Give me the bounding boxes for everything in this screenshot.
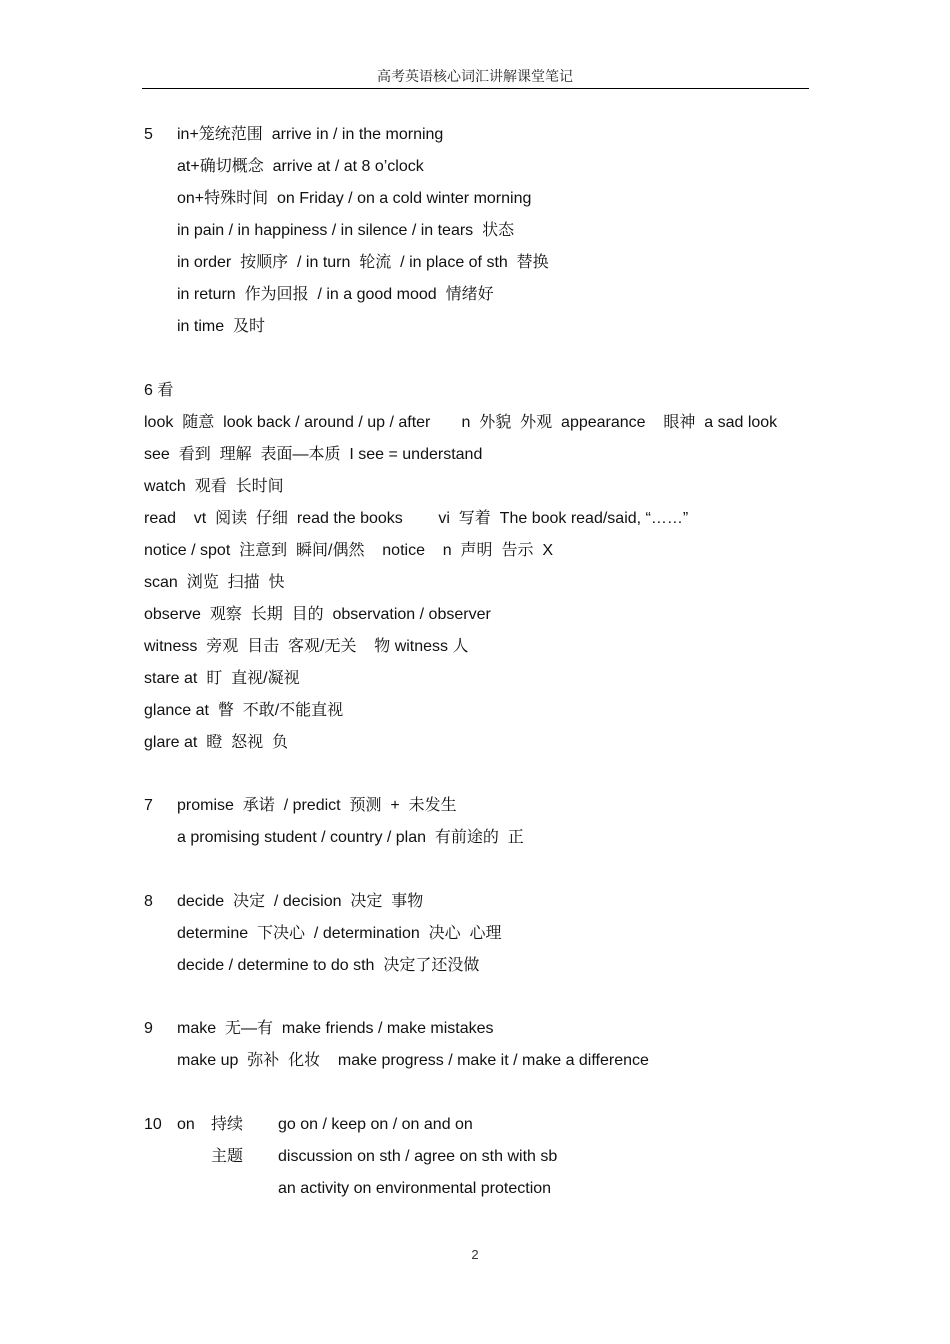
- note-line: go on / keep on / on and on: [278, 1116, 473, 1133]
- note-line: notice / spot 注意到 瞬间/偶然 notice n 声明 告示 X: [144, 542, 554, 559]
- note-line: at+确切概念 arrive at / at 8 o’clock: [177, 158, 424, 175]
- headword: on: [177, 1116, 195, 1133]
- note-line: make 无—有 make friends / make mistakes: [177, 1020, 494, 1037]
- note-line: in+笼统范围 arrive in / in the morning: [177, 126, 444, 143]
- section-number: 9: [144, 1020, 153, 1037]
- sense-label: 主题: [211, 1148, 244, 1165]
- note-line: in order 按顺序 / in turn 轮流 / in place of sth 替换: [177, 254, 549, 271]
- section-number: 8: [144, 893, 153, 910]
- note-line: observe 观察 长期 目的 observation / observer: [144, 606, 491, 623]
- note-line: glare at 瞪 怒视 负: [144, 734, 289, 751]
- note-line: in pain / in happiness / in silence / in tears 状态: [177, 222, 515, 239]
- note-line: glance at 瞥 不敢/不能直视: [144, 702, 344, 719]
- note-line: an activity on environmental protection: [278, 1180, 552, 1197]
- section-number: 5: [144, 126, 153, 143]
- note-line: see 看到 理解 表面—本质 I see = understand: [144, 446, 483, 463]
- note-line: stare at 盯 直视/凝视: [144, 670, 300, 687]
- note-line: make up 弥补 化妆 make progress / make it / make a difference: [177, 1052, 649, 1069]
- note-line: in return 作为回报 / in a good mood 情绪好: [177, 286, 494, 303]
- page-number: 2: [471, 1247, 479, 1262]
- note-line: promise 承诺 / predict 预测 + 未发生: [177, 797, 457, 814]
- section-number: 10: [144, 1116, 162, 1133]
- header-rule: [142, 88, 809, 89]
- sense-label: 持续: [211, 1116, 244, 1133]
- note-line: witness 旁观 目击 客观/无关 物 witness 人: [144, 638, 469, 655]
- note-line: watch 观看 长时间: [144, 478, 284, 495]
- note-line: on+特殊时间 on Friday / on a cold winter morning: [177, 190, 532, 207]
- note-line: in time 及时: [177, 318, 266, 335]
- note-line: decide 决定 / decision 决定 事物: [177, 893, 424, 910]
- note-line: look 随意 look back / around / up / after n 外貌 外观 appearance 眼神 a sad look: [144, 414, 778, 431]
- note-line: decide / determine to do sth 决定了还没做: [177, 957, 480, 974]
- note-line: read vt 阅读 仔细 read the books vi 写着 The book read/said, “……”: [144, 510, 689, 527]
- note-line: scan 浏览 扫描 快: [144, 574, 285, 591]
- note-line: determine 下决心 / determination 决心 心理: [177, 925, 502, 942]
- note-line: discussion on sth / agree on sth with sb: [278, 1148, 558, 1165]
- section-heading: 6 看: [144, 382, 174, 399]
- note-line: a promising student / country / plan 有前途的 正: [177, 829, 524, 846]
- header-title: 高考英语核心词汇讲解课堂笔记: [377, 68, 573, 84]
- section-number: 7: [144, 797, 153, 814]
